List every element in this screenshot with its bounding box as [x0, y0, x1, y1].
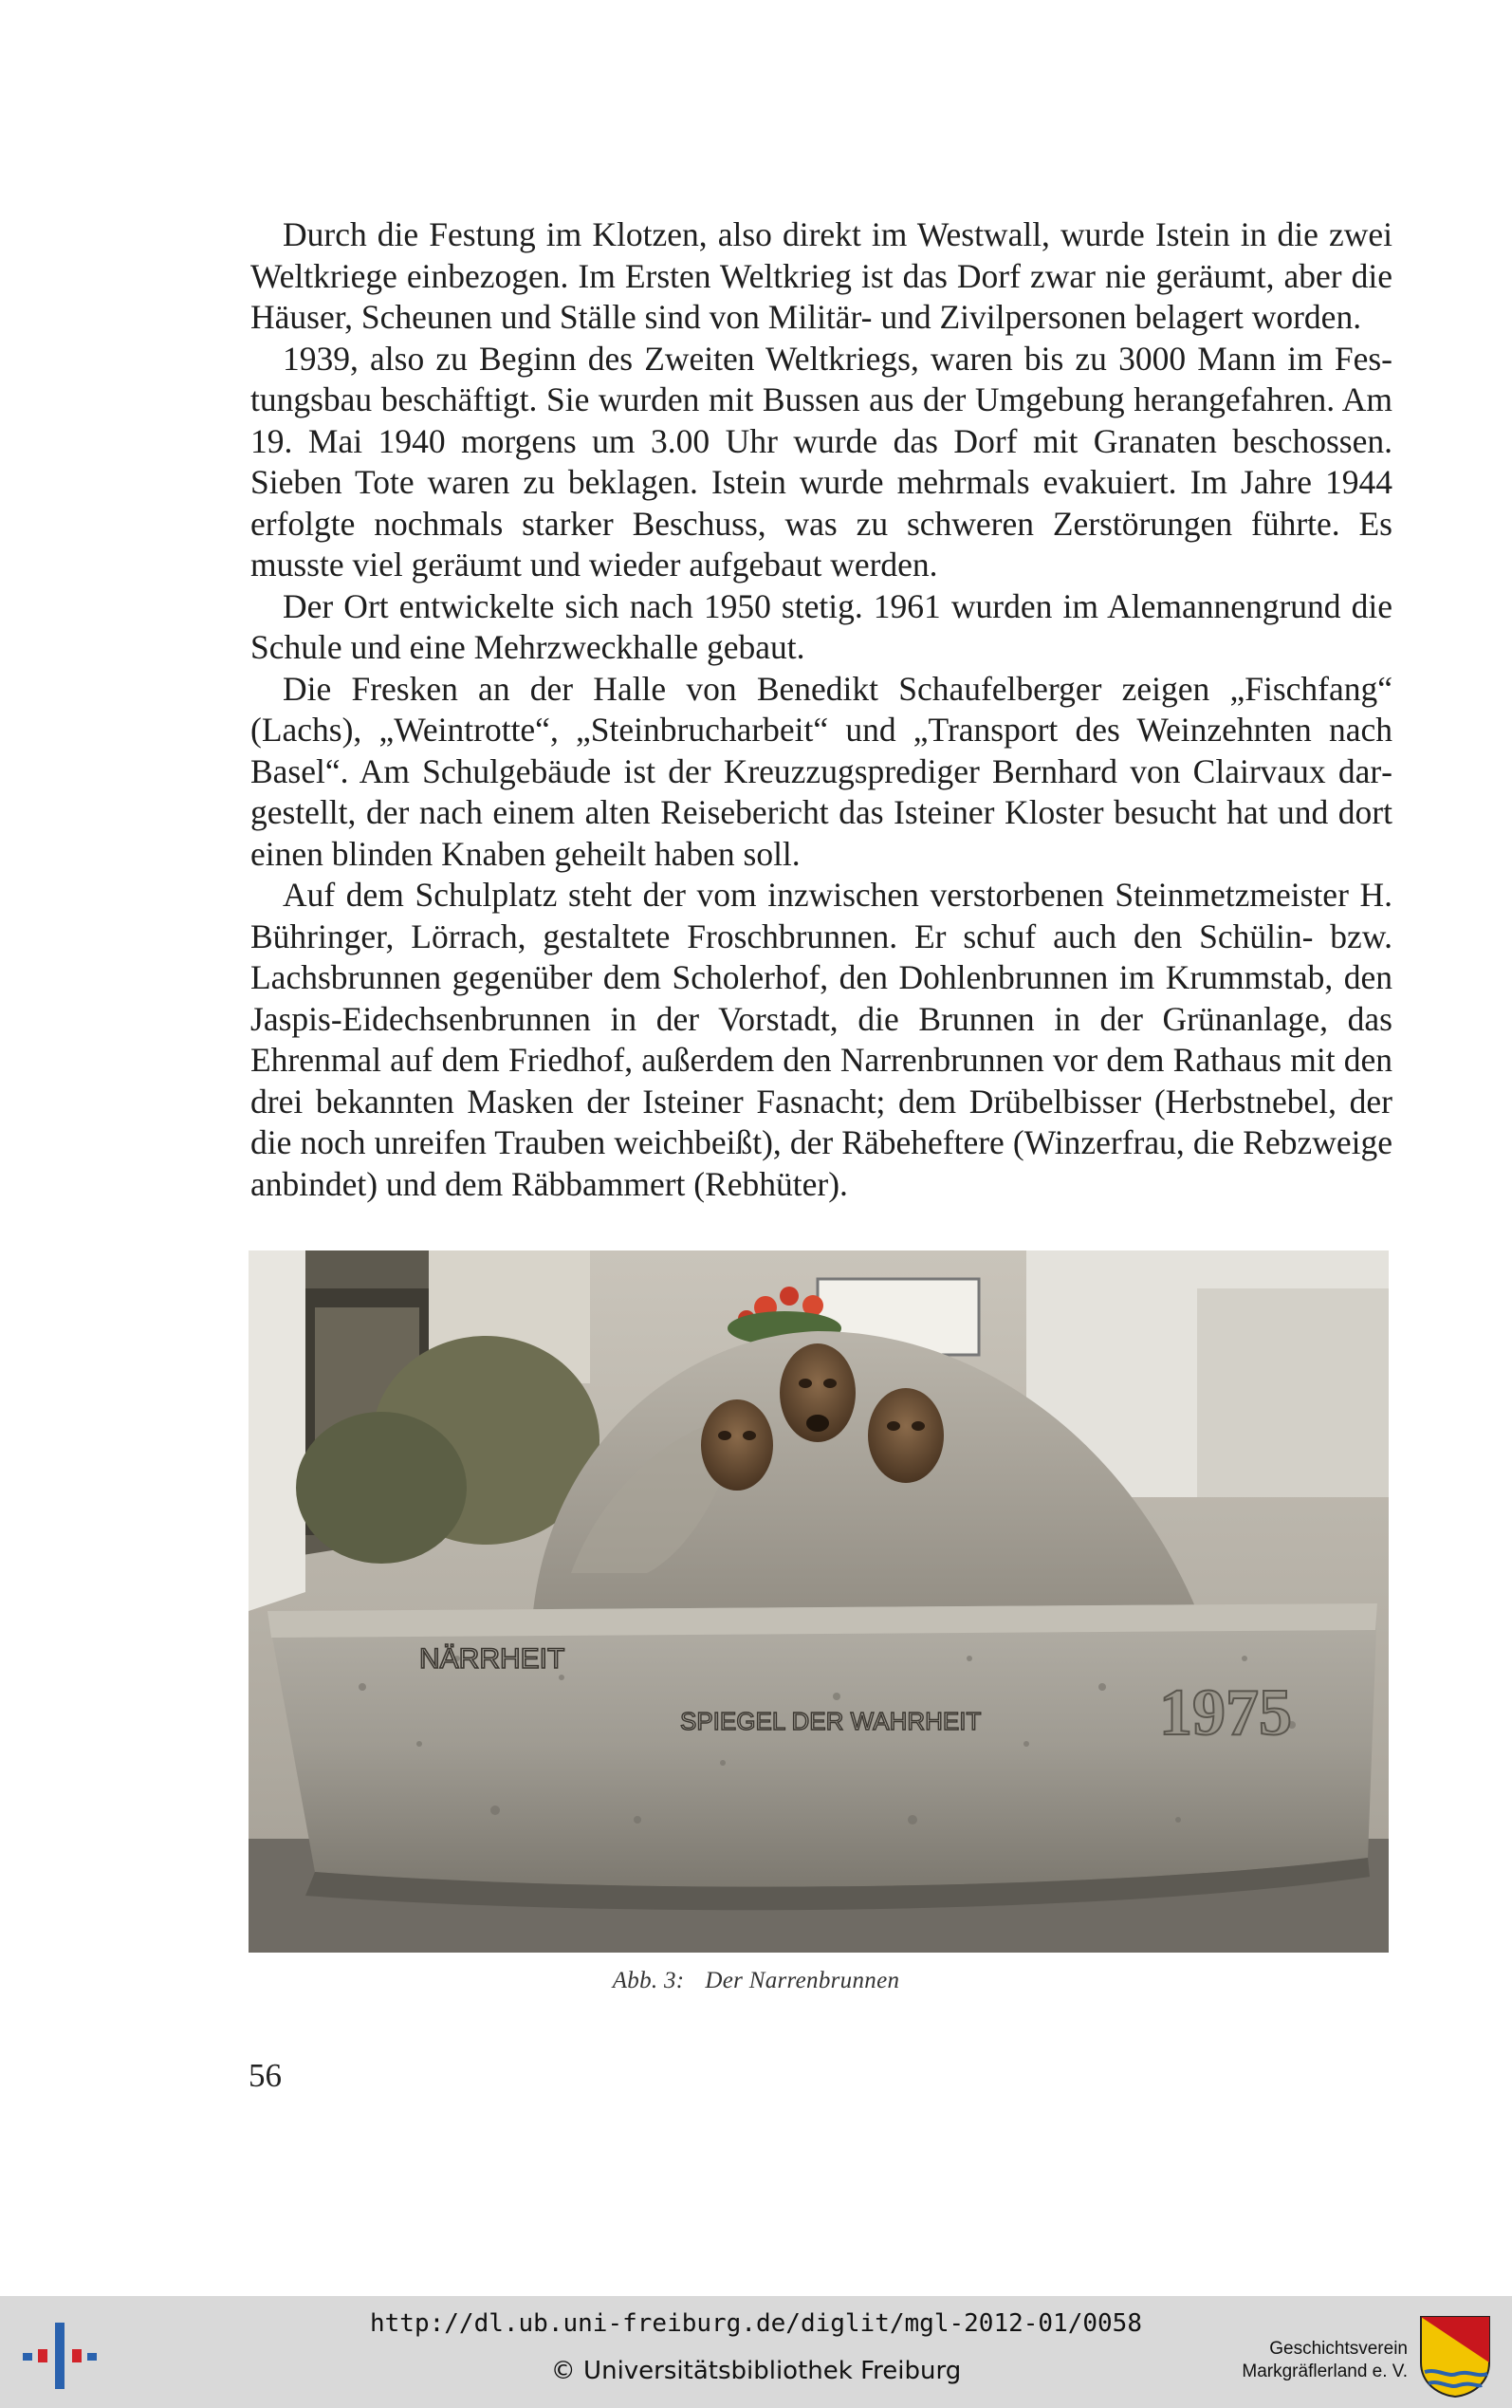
paragraph: Durch die Festung im Klotzen, also direkt im Westwall, wurde Istein in die zwei Weltkriege einbezogen. Im Ersten Weltkrieg ist das Dorf zwar nie geräumt, aber die Häuser, Scheunen und Ställe sind von Militär- und Zivilpersonen belagert worden.: [250, 215, 1392, 336]
caption-label: Abb. 3:: [612, 1968, 685, 1993]
body-text: [250, 214, 1392, 1205]
footer-url[interactable]: http://dl.ub.uni-freiburg.de/diglit/mgl-2012-01/0058: [370, 2309, 1142, 2338]
paragraph: Der Ort entwickelte sich nach 1950 stetig. 1961 wurden im Alemannengrund die Schule und eine Mehrzweckhalle gebaut.: [250, 586, 1392, 666]
figure-caption: [0, 1968, 1512, 1994]
page-number: 56: [249, 2057, 282, 2094]
footer-copyright: © Universitätsbibliothek Freiburg: [550, 2357, 962, 2385]
paragraph: Die Fresken an der Halle von Benedikt Schaufelberger zeigen „Fischfang“ (Lachs), „Weintrotte“, „Steinbrucharbeit“ und „Transport des Weinzehnten nach Basel“. Am Schulgebäude ist der Kreuzzugsprediger Bernhard von Clairvaux dargestellt, der nach einem alten Reisebericht das Isteiner Kloster besucht hat und dort einen blinden Knaben geheilt haben soll.: [250, 669, 1392, 873]
narrenbrunnen-image: [249, 1250, 1389, 1953]
inscription-narrheit: NÄRRHEIT: [419, 1643, 565, 1675]
paragraph: Auf dem Schulplatz steht der vom inzwischen verstorbenen Steinmetzmeister H. Bühringer, Lörrach, gestaltete Froschbrunnen. Er schuf auch den Schülin- bzw. Lachsbrunnen gegenüber dem Scholerhof, den Dohlenbrunnen im Krummstab, den Jaspis-Eidechsenbrunnen in der Vorstadt, die Brunnen in der Grünanlage, das Ehrenmal auf dem Friedhof, außerdem den Narrenbrunnen vor dem Rathaus mit den drei bekannten Masken der Isteiner Fasnacht; dem Drübelbisser (Herbstnebel, der die noch unreifen Trauben weichbeißt), der Räbeheftere (Winzerfrau, die Rebzweige anbindet) und dem Räbbammert (Rebhüter).: [250, 876, 1392, 1203]
society-crest-icon: [1419, 2315, 1491, 2399]
society-line-2: Markgräflerland e. V.: [1242, 2362, 1408, 2381]
fountain-photo: [249, 1250, 1389, 1953]
inscription-year: 1975: [1159, 1676, 1292, 1750]
footer-bar: [0, 2296, 1512, 2408]
inscription-spiegel: SPIEGEL DER WAHRHEIT: [680, 1707, 982, 1735]
caption-text: Der Narrenbrunnen: [705, 1968, 900, 1993]
society-name: [1218, 2338, 1408, 2383]
society-line-1: Geschichtsverein: [1269, 2339, 1408, 2359]
paragraph: 1939, also zu Beginn des Zweiten Weltkriegs, waren bis zu 3000 Mann im Festungsbau beschäftigt. Sie wurden mit Bussen aus der Umgebung herangefahren. Am 19. Mai 1940 morgens um 3.00 Uhr wurde das Dorf mit Granaten beschossen. Sieben Tote waren zu beklagen. Istein wurde mehrmals evakuiert. Im Jahre 1944 erfolgte nochmals starker Beschuss, was zu schweren Zerstörungen führte. Es musste viel geräumt und wieder aufgebaut werden.: [250, 339, 1392, 583]
